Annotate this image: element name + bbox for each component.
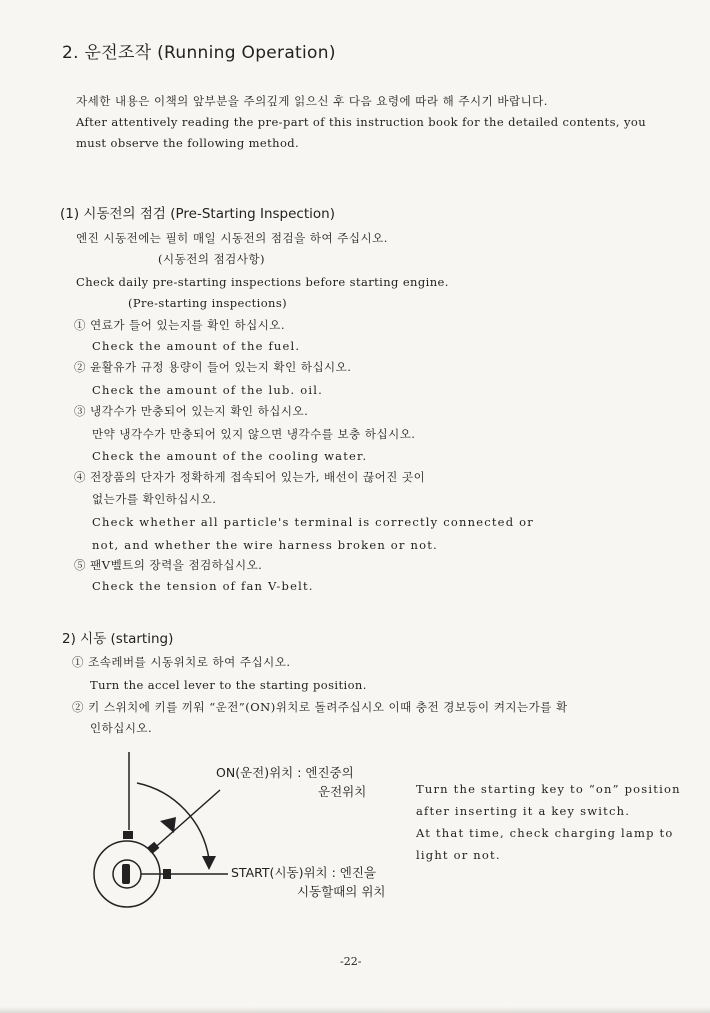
starting-heading: 2) 시동 (starting) [62,631,174,647]
inspection-item-1-english: Check the amount of the fuel. [92,339,301,353]
inspection-korean-line2: (시동전의 점검사항) [158,252,265,266]
on-position-label-line1: ON(운전)위치 : 엔진중의 [216,765,354,780]
diagram-note-line2: after inserting it a key switch. [416,804,631,818]
intro-korean: 자세한 내용은 이책의 앞부분을 주의깊게 읽으신 후 다음 요령에 따라 해 주시기 바랍니다. [76,94,548,108]
diagram-note-line3: At that time, check charging lamp to [416,826,674,840]
diagram-note-line1: Turn the starting key to “on” position [416,782,681,796]
section-title: 2. 운전조작 (Running Operation) [62,43,336,63]
starting-item-1-english: Turn the accel lever to the starting position. [90,678,367,692]
starting-item-2-korean-line1: ② 키 스위치에 키를 끼워 “운전”(ON)위치로 돌려주십시오 이때 충전 경보등이 켜지는가를 확 [72,700,568,714]
inspection-item-4-english-line1: Check whether all particle's terminal is correctly connected or [92,515,534,529]
inspection-item-4-korean-line2: 없는가를 확인하십시오. [92,492,217,506]
inspection-item-5-english: Check the tension of fan V-belt. [92,579,314,593]
start-position-label-line2: 시동할때의 위치 [297,884,386,899]
start-position-label-line1: START(시동)위치 : 엔진을 [231,865,376,880]
starting-item-2-korean-line2: 인하십시오. [90,721,153,735]
inspection-item-5-korean: ⑤ 팬V벨트의 장력을 점검하십시오. [74,558,263,572]
inspection-item-1-korean: ① 연료가 들어 있는지를 확인 하십시오. [74,318,286,332]
inspection-heading: (1) 시동전의 점검 (Pre-Starting Inspection) [60,206,335,222]
intro-english-line1: After attentively reading the pre-part of this instruction book for the detailed contents, you [76,115,647,129]
on-mark [147,842,159,854]
inspection-item-3-korean-line1: ③ 냉각수가 만충되어 있는지 확인 하십시오. [74,404,309,418]
arrow-head-on [160,817,176,833]
page-number: -22- [340,955,362,968]
inspection-korean-line1: 엔진 시동전에는 필히 매일 시동전의 점검을 하여 주십시오. [76,231,388,245]
intro-english-line2: must observe the following method. [76,136,300,150]
inspection-item-2-korean: ② 윤활유가 규정 용량이 들어 있는지 확인 하십시오. [74,360,352,374]
inspection-item-2-english: Check the amount of the lub. oil. [92,383,323,397]
key-slot [122,864,130,884]
start-mark [163,869,171,879]
inspection-english-line1: Check daily pre-starting inspections before starting engine. [76,275,449,289]
inspection-item-4-korean-line1: ④ 전장품의 단자가 정확하게 접속되어 있는가, 배선이 끊어진 곳이 [74,470,426,484]
inspection-item-4-english-line2: not, and whether the wire harness broken or not. [92,538,438,552]
diagram-note-line4: light or not. [416,848,501,862]
on-position-label-line2: 운전위치 [318,784,367,799]
off-mark [123,831,133,839]
starting-item-1-korean: ① 조속레버를 시동위치로 하여 주십시오. [72,655,291,669]
inspection-item-3-korean-line2: 만약 냉각수가 만충되어 있지 않으면 냉각수를 보충 하십시오. [92,427,416,441]
arrow-head-start [202,856,216,870]
inspection-item-3-english: Check the amount of the cooling water. [92,449,368,463]
scan-edge-shadow [0,1007,710,1013]
inspection-english-line2: (Pre-starting inspections) [128,296,288,310]
